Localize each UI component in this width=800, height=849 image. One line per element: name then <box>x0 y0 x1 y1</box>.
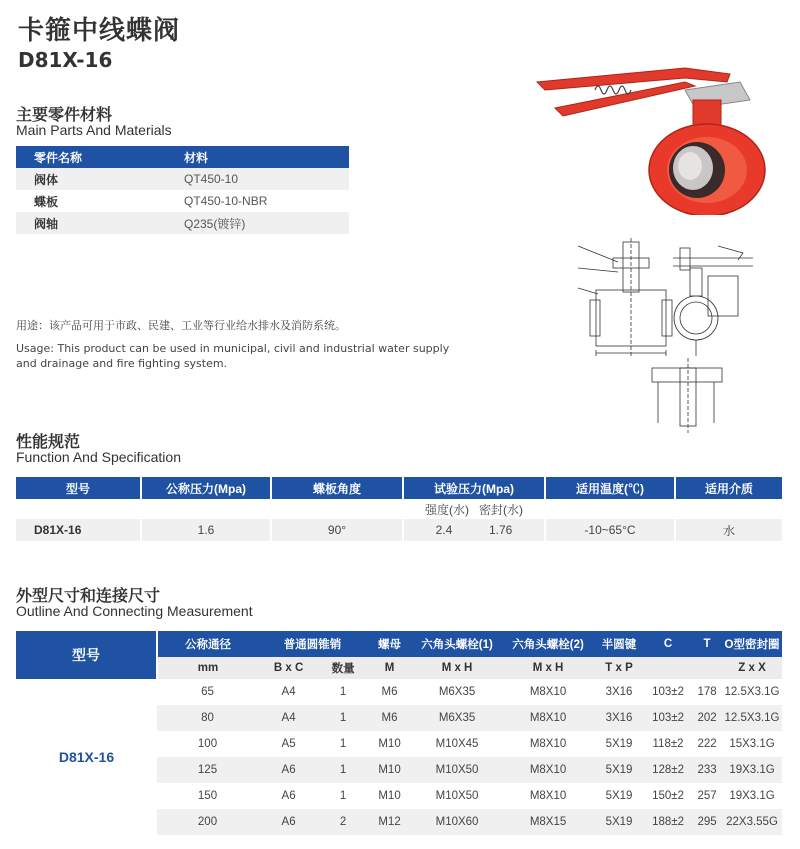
spec-header-model: 型号 <box>16 477 141 499</box>
parts-table <box>16 146 349 234</box>
part-material: Q235(镀锌) <box>184 212 349 234</box>
dim-header-t: T <box>692 631 722 657</box>
cell: 5X19 <box>594 757 644 783</box>
cell: M10 <box>367 757 412 783</box>
spec-subheader-row <box>16 499 782 519</box>
cell: 5X19 <box>594 809 644 835</box>
dim-header-nut: 螺母 <box>367 631 412 657</box>
dim-header-row <box>16 631 782 657</box>
spec-seal-label: 密封(水) <box>479 502 523 517</box>
cell: M8X10 <box>502 783 594 809</box>
table-row <box>16 519 782 541</box>
cell: M8X10 <box>502 731 594 757</box>
cell: 12.5X3.1G <box>722 679 782 705</box>
cell: A5 <box>258 731 319 757</box>
cell: 188±2 <box>644 809 692 835</box>
cell: M6 <box>367 705 412 731</box>
parts-title-en: Main Parts And Materials <box>16 122 172 138</box>
spec-table <box>16 477 782 541</box>
cell: 103±2 <box>644 679 692 705</box>
cell: 3X16 <box>594 705 644 731</box>
cell: M10X50 <box>412 783 502 809</box>
dim-sub-txp: T x P <box>594 657 644 679</box>
dim-sub-mxh1: M x H <box>412 657 502 679</box>
dimension-table <box>16 631 782 835</box>
dim-sub-mxh2: M x H <box>502 657 594 679</box>
cell: 150 <box>157 783 258 809</box>
spec-model: D81X-16 <box>16 519 141 541</box>
cell: 2 <box>319 809 367 835</box>
spec-angle: 90° <box>271 519 403 541</box>
spec-header-row <box>16 477 782 499</box>
dim-sub-bxc: B x C <box>258 657 319 679</box>
cell: 150±2 <box>644 783 692 809</box>
spec-header-pressure: 公称压力(Mpa) <box>141 477 271 499</box>
cell: 118±2 <box>644 731 692 757</box>
spec-pressure: 1.6 <box>141 519 271 541</box>
spec-header-test: 试验压力(Mpa) <box>403 477 545 499</box>
cell: M6X35 <box>412 705 502 731</box>
cell: M10X50 <box>412 757 502 783</box>
dim-header-pin: 普通圆锥销 <box>258 631 367 657</box>
cell: 295 <box>692 809 722 835</box>
cell: A4 <box>258 705 319 731</box>
dim-header-bolt1: 六角头螺栓(1) <box>412 631 502 657</box>
spec-header-medium: 适用介质 <box>704 481 753 496</box>
cell: A6 <box>258 783 319 809</box>
cell: 5X19 <box>594 783 644 809</box>
spec-temp: -10~65°C <box>545 519 675 541</box>
cell: 202 <box>692 705 722 731</box>
cell: 1 <box>319 731 367 757</box>
cell: M10 <box>367 731 412 757</box>
cell: 1 <box>319 705 367 731</box>
dim-sub-qty: 数量 <box>319 657 367 679</box>
cell: 1 <box>319 679 367 705</box>
cell: A6 <box>258 809 319 835</box>
spec-strength: 2.4 <box>435 523 453 537</box>
dim-sub-mm: mm <box>157 657 258 679</box>
spec-strength-label: 强度(水) <box>424 502 469 517</box>
usage-en: Usage: This product can be used in municipal, civil and industrial water supply and drainage and fire fighting system. <box>16 342 450 370</box>
dim-header-key: 半圆键 <box>594 631 644 657</box>
cell: M8X10 <box>502 705 594 731</box>
cell: 65 <box>157 679 258 705</box>
dim-header-oring: O型密封圈 <box>722 631 782 657</box>
dim-header-model: 型号 <box>16 631 157 679</box>
cell: 15X3.1G <box>722 731 782 757</box>
cell: 1 <box>319 783 367 809</box>
technical-drawing <box>568 228 788 443</box>
table-row <box>16 190 349 212</box>
cell: M6 <box>367 679 412 705</box>
cell: 19X3.1G <box>722 757 782 783</box>
dim-header-dn: 公称通径 <box>157 631 258 657</box>
dim-model: D81X-16 <box>16 679 157 835</box>
valve-photo <box>535 60 780 215</box>
dim-header-bolt2: 六角头螺栓(2) <box>502 631 594 657</box>
cell: M8X10 <box>502 679 594 705</box>
cell: 22X3.55G <box>722 809 782 835</box>
cell: 12.5X3.1G <box>722 705 782 731</box>
cell: 128±2 <box>644 757 692 783</box>
usage-cn: 用途：该产品可用于市政、民建、工业等行业给水排水及消防系统。 <box>16 319 346 332</box>
spec-test-values <box>403 519 545 541</box>
cell: 125 <box>157 757 258 783</box>
cell: 257 <box>692 783 722 809</box>
cell: M8X15 <box>502 809 594 835</box>
cell: M10X60 <box>412 809 502 835</box>
cell: 5X19 <box>594 731 644 757</box>
cell: M8X10 <box>502 757 594 783</box>
cell: 19X3.1G <box>722 783 782 809</box>
part-name: 蝶板 <box>16 190 184 212</box>
cell: M10 <box>367 783 412 809</box>
dim-sub-zxx: Z x X <box>722 657 782 679</box>
part-material: QT450-10-NBR <box>184 190 349 212</box>
cell: A6 <box>258 757 319 783</box>
page-title: 卡箍中线蝶阀 <box>18 16 181 46</box>
spec-title-en: Function And Specification <box>16 449 181 465</box>
cell: 3X16 <box>594 679 644 705</box>
cell: M12 <box>367 809 412 835</box>
parts-header-name: 零件名称 <box>34 150 83 165</box>
cell: 222 <box>692 731 722 757</box>
dim-title-en: Outline And Connecting Measurement <box>16 603 253 619</box>
cell: M10X45 <box>412 731 502 757</box>
cell: 80 <box>157 705 258 731</box>
spec-medium: 水 <box>675 519 782 541</box>
cell: M6X35 <box>412 679 502 705</box>
cell: 178 <box>692 679 722 705</box>
parts-header-material: 材料 <box>184 150 209 165</box>
part-name: 阀体 <box>16 168 184 190</box>
dim-header-c: C <box>644 631 692 657</box>
cell: 103±2 <box>644 705 692 731</box>
dim-title-cn: 外型尺寸和连接尺寸 <box>16 586 161 605</box>
cell: A4 <box>258 679 319 705</box>
table-row <box>16 679 782 705</box>
spec-test-sub <box>403 499 545 519</box>
table-row <box>16 212 349 234</box>
part-material: QT450-10 <box>184 168 349 190</box>
spec-title-cn: 性能规范 <box>16 432 81 451</box>
cell: 200 <box>157 809 258 835</box>
cell: 100 <box>157 731 258 757</box>
table-row <box>16 168 349 190</box>
cell: 1 <box>319 757 367 783</box>
parts-title-cn: 主要零件材料 <box>16 105 113 124</box>
cell: 233 <box>692 757 722 783</box>
spec-header-temp: 适用温度(℃) <box>545 477 675 499</box>
spec-header-angle: 蝶板角度 <box>271 477 403 499</box>
model-number: D81X-16 <box>18 48 113 72</box>
part-name: 阀轴 <box>16 212 184 234</box>
parts-header-row <box>16 146 349 168</box>
dim-sub-m: M <box>367 657 412 679</box>
spec-seal: 1.76 <box>489 523 513 537</box>
